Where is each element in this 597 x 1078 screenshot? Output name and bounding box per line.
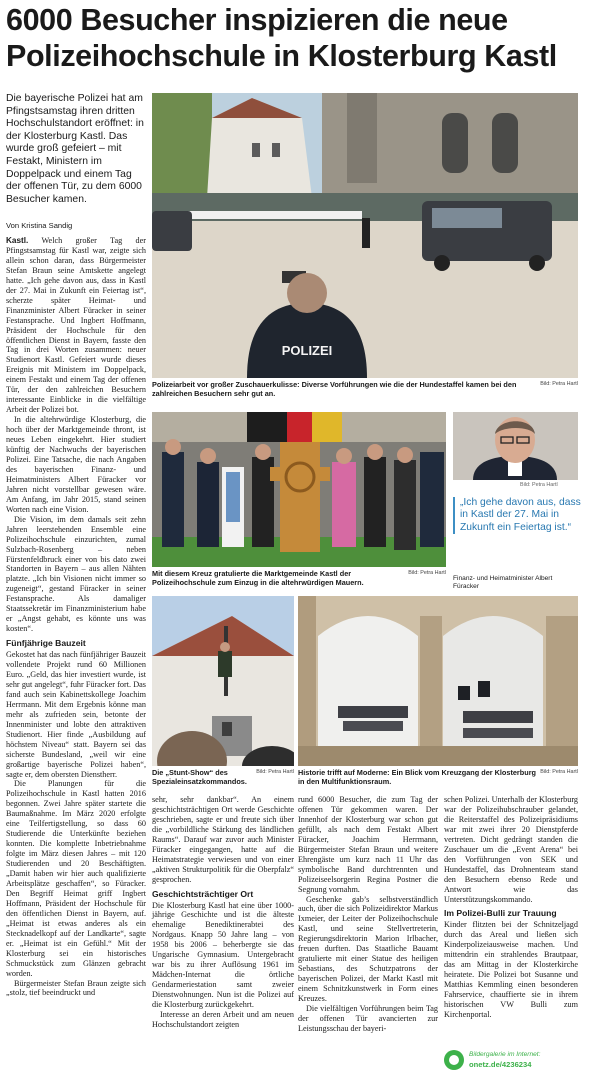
paragraph: In die altehrwürdige Klosterburg, die hoch über der Marktgemeinde thront, ist neues Leben eingekehrt. Hier studiert künftig der Nachwuchs der bayerischen Polizei. Eine Tatsache, die nach Angaben des bayerischen Finanz- und Heimatministers Albert Füracker vor Jahren nicht vorstellbar gewesen wäre. Am Anfang, im Jahr 2015, stand seinen Worten nach eine Vision. [6, 415, 146, 514]
paragraph: Bürgermeister Stefan Braun zeigte sich „stolz, tief beeindruckt und [6, 978, 146, 998]
paragraph: Welch großer Tag der Pfingstsamstag für Kastl war, zeigte sich allein schon daran, dass Bürgermeister Stefan Braun seine Amtskette angelegt hatte. „Ich gehe davon aus, dass in Kastl der 27. Mai in Zukunft ein Feiertag ist“, scherzte später Heimat- und Finanzminister Albert Füracker in seiner Festansprache. Und Ingbert Hoffmann, Präsident der Hochschule für den öffentlichen Dienst in Bayern, fasste den Tag in drei Worten zusammen: neuer Studienort Kastl. Gefeiert wurde dieses Ereignis mit Ministern im Doppelpack, einem Festakt und einem Tag der offenen Tür, der den zahlreichen Besuchern interessante Einblicke in die vielfältige Arbeit der Polizei bot. [6, 236, 146, 415]
paragraph: Kinder flitzten bei der Schnitzeljagd durch das Areal und ließen sich Kinderpolizeiausweise machen. Und mittendrin ein strahlendes Brautpaar, das am Mittag in der Klosterkirche heiratete. Die Polizei bot Susanne und Matthias Kemmling einen besonderen Fahrservice, chauffierte sie in ihrem historischen VW Bulli zum Kirchenportal. [444, 920, 578, 1020]
uniform-text: POLIZEI [281, 343, 333, 358]
text-column-3 [298, 795, 438, 1034]
paragraph: schen Polizei. Unterhalb der Klosterburg war der Polizeihubschrauber gelandet, die Reiterstaffel des Polizeipräsidiums war mit zwei ihrer 20 Dienstpferde vertreten. Dicht gedrängt standen die Zuschauer um die „Event Arena“ bei den Vorführungen von SEK und Hundestaffel, das Drohnenteam stand den Besuchern ebenso Rede und Antwort wie das Unterstützungskommando. [444, 795, 578, 904]
byline: Von Kristina Sandig [6, 221, 73, 230]
pull-quote: „Ich gehe davon aus, dass in Kastl der 27. Mai in Zukunft ein Feiertag ist.“ [453, 497, 585, 534]
paragraph: Interesse an deren Arbeit und am neuen Hochschulstandort zeigten [152, 1010, 294, 1029]
subheading: Fünfjährige Bauzeit [6, 638, 86, 649]
gallery-label: Bildergalerie im Internet: [469, 1051, 541, 1058]
camera-icon [444, 1050, 464, 1070]
photo-cross-gift [152, 412, 446, 567]
paragraph: Die Vision, im dem damals seit zehn Jahren leerstehenden Ensemble eine Polizeihochschule einzurichten, zumal Sulzbach-Rosenberg – neben Fürstenfeldbruck einer von bis dato zwei Standorten in Bayern – aus allen Nähten platzte. „Ich bin Visionen nicht immer so zugeneigt“, gestand Füracker in seiner Festansprache. Als damaliger Staatssekretär im Finanzministerium habe er „Angst gehabt, es könnte uns was kosten“. [6, 514, 146, 634]
subheading: Im Polizei-Bulli zur Trauung [444, 908, 557, 919]
quote-attribution: Finanz- und Heimatminister Albert Füracker [453, 575, 553, 591]
paragraph: Die Klosterburg Kastl hat eine über 1000-jährige Geschichte und ist die älteste ehemalige Benediktinerabtei des Nordgaus. Knapp 50 Jahre lang – von 1958 bis 2006 – beherbergte sie das Ungarische Gymnasium. Untergebracht war bis zu ihrer Auflösung 1961 im Mädchen-Internat die örtliche Gendarmeriestation samt zweier Dienstwohnungen. Nun ist die Polizei auf die Klosterburg zurückgekehrt. [152, 900, 294, 1010]
caption-cloister: Bild: Petra Hartl Historie trifft auf Moderne: Ein Blick vom Kreuzgang der Klosterburg in den Multifunktionsraum. [298, 768, 578, 786]
credit-main: Bild: Petra Hartl [540, 381, 578, 387]
gallery-url[interactable]: onetz.de/4236234 [469, 1060, 532, 1069]
caption-cross: Bild: Petra Hartl Mit diesem Kreuz gratulierte die Marktgemeinde Kastl der Polizeihochschule zum Einzug in die altehrwürdigen Mauern. [152, 569, 446, 587]
paragraph: Geschenke gab’s selbstverständlich auch, über die sich Polizeidirektor Markus Ixmeier, der Leiter der Polizeihochschule Kastl, und seine Stellvertreterin, Regierungsdirektorin Marion Irlbacher, freuen durften. Das Staatliche Bauamt gratulierte mit einer Statue des heiligen Sebastians, des Schutzpatrons der bayerischen Polizei, der Markt Kastl mit einem Schnitzkunstwerk in Form eines Kreuzes. [298, 894, 438, 1004]
text-column-1 [6, 236, 146, 998]
caption-main: Bild: Petra Hartl Polizeiarbeit vor großer Zuschauerkulisse: Diverse Vorführungen wie die der Hundestaffel kamen bei den zahlreichen Besuchern sehr gut an. [152, 380, 578, 398]
dateline: Kastl. [6, 236, 29, 245]
headline: 6000 Besucher inspizieren die neue Polizeihochschule in Klosterburg Kastl [6, 3, 557, 73]
paragraph: Die vielfältigen Vorführungen beim Tag der offenen Tür avancierten zur Leistungsschau der bayeri- [298, 1004, 438, 1033]
credit-cloister: Bild: Petra Hartl [540, 769, 578, 775]
photo-dog-demonstration [152, 93, 578, 378]
credit-stunt: Bild: Petra Hartl [256, 769, 294, 775]
photo-cloister [298, 596, 578, 766]
photo-portrait [453, 412, 578, 480]
paragraph: sehr, sehr dankbar“. An einem geschichtsträchtigen Ort werde Geschichte geschrieben, sagte er und freute sich über die „vorbildliche Stärkung des ländlichen Raums“. Darauf war zuvor auch Minister Füracker eingegangen, hatte auf die Heimatstrategie verwiesen und von einer „aktiven Strukturpolitik für die Oberpfalz“ gesprochen. [152, 795, 294, 884]
paragraph: rund 6000 Besucher, die zum Tag der offenen Tür gekommen waren. Der Innenhof der Klosterburg war schon gut gefüllt, als nach dem Festakt Albert Füracker, Joachim Herrmann, Bürgermeister Stefan Braun und weitere Ehrengäste um kurz nach 11 Uhr das symbolische Band durchtrennten und Polizeiseelsorgerin Regina Postner die Segnung vornahm. [298, 795, 438, 894]
lead-paragraph: Die bayerische Polizei hat am Pfingstsamstag ihren dritten Hochschulstandort eröffnet: in der Klosterburg Kastl. Das wurde groß gefeiert – mit Festakt, Ministern im Doppelpack und einem Tag der offenen Tür, zu dem 6000 Besucher kamen. [6, 93, 144, 205]
paragraph: Die Planungen für die Polizeihochschule in Kastl hatten 2016 begonnen. Zwei Jahre später startete die Baumaßnahme. Im März 2020 erfolgte eine Teilfertigstellung, so dass 60 Studierende die Unterkünfte beziehen konnten. Die komplette Inbetriebnahme folgte im März diesen Jahres – mit 120 Studierenden und 20 Beschäftigten. „Damit haben wir hier auch qualifizierte Arbeitsplätze geschaffen“, so Füracker. Den Begriff Heimat griff Ingbert Hoffmann, Präsident der Hochschule für den öffentlichen Dienst in Bayern, auf. „Heimat ist etwas anderes als ein Stecknadelkopf auf der Landkarte“, sagte er. „Heimat ist ein Gefühl.“ Mit der Klosterburg sei ein historisches Schmuckstück zum Glänzen gebracht worden. [6, 779, 146, 978]
text-column-4 [444, 795, 578, 1020]
text-column-2 [152, 795, 294, 1030]
credit-portrait: Bild: Petra Hartl [520, 482, 558, 488]
photo-stunt-show [152, 596, 294, 766]
caption-stunt: Bild: Petra Hartl Die „Stunt-Show“ des Spezialeinsatzkommandos. [152, 768, 294, 786]
credit-cross: Bild: Petra Hartl [408, 570, 446, 576]
subheading: Geschichtsträchtiger Ort [152, 888, 254, 899]
paragraph: Gekostet hat das nach fünfjähriger Bauzeit vollendete Projekt rund 60 Millionen Euro. „Geld, das hier investiert wurde, ist sehr gut angelegt“, fuhr Füracker fort. Das fand auch sein Kabinettskollege Joachim Herrmann. Mit dem Ergebnis könne man mehr als zufrieden sein, betonte der Innenminister und lobte den attraktiven Studienort. Hier finde „Ausbildung auf höchstem Niveau“ statt. Bayern sei das sicherste Bundesland, „weil wir eine großartige bayerische Polizei haben“, sagte er, dem obersten Dienstherr. [6, 650, 146, 779]
gallery-link[interactable] [444, 1050, 594, 1072]
